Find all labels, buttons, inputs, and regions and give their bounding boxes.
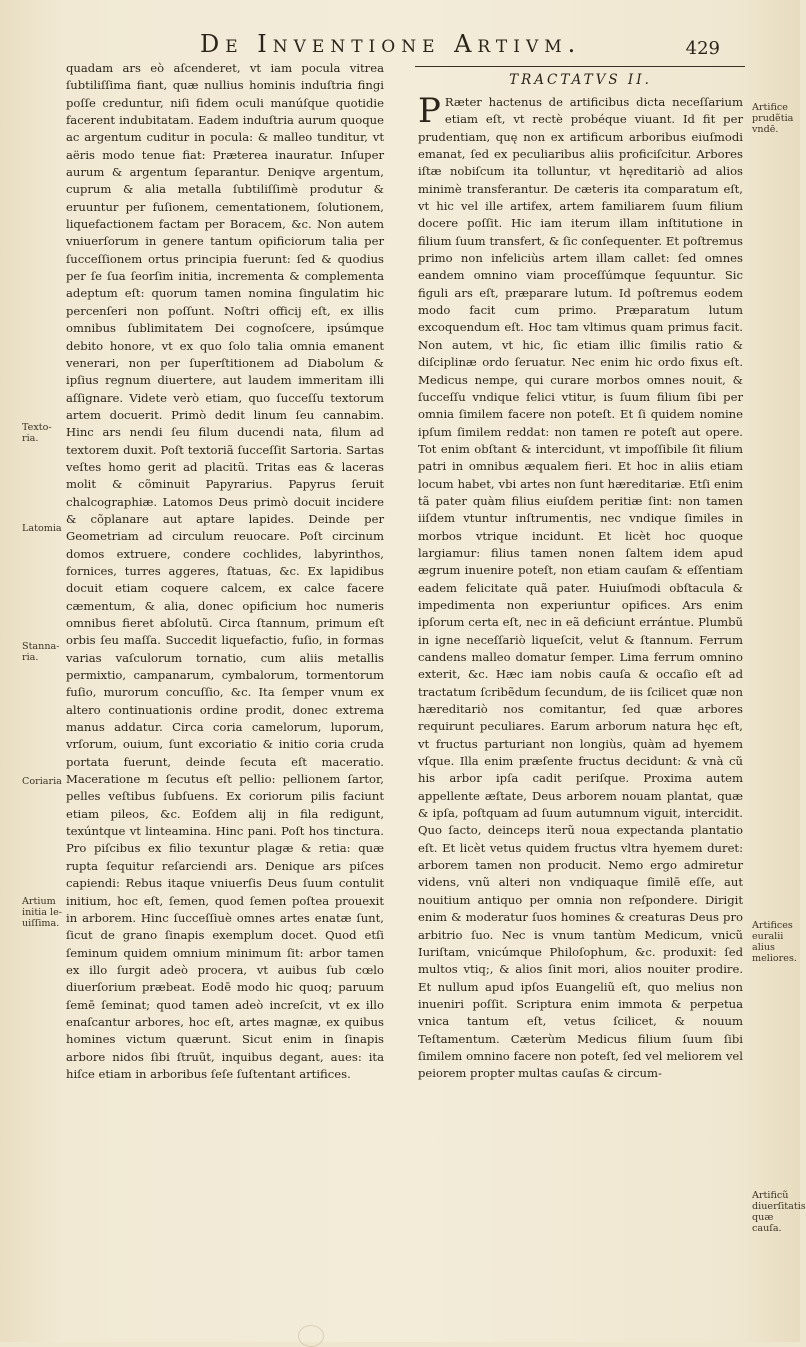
right-column [418,91,743,1083]
left-column-text: quadam ars eò aſcenderet, vt iam pocula vitrea ſubtiliſſima fiant, quæ nullius hominis induſtria fingi poſſe creduntur, niſi fidem oculi manúſque quotidie facerent indubitatam. Eadem induſtria aurum quoque ac argentum cuditur in pocula: & malleo tunditur, vt aëris modo tenue fiat: Præterea inauratur. Inſuper aurum & argentum ſeparantur. Deniqve argentum, cuprum & alia metalla ſubtiliſſimè produtur & eruuntur per fuſionem, cementationem, ſolutionem, liquefactionem factam per Boracem, &c. Non autem vniuerſorum in genere tantum opificiorum talia per ſucceſſionem ortus principia fuerunt: ſed & quodius per ſe ſua ſeorſim initia, incrementa & complementa adeptum eſt: quorum tamen nomina ſingulatim hic percenſeri non poſſunt. Noſtri officij eſt, ex illis omnibus ſublimitatem Dei cognoſcere, ipsúmque debito honore, vt ex quo ſolo talia omnia emanent venerari, non per ſuperſtitionem ad Diabolum & ipſius regnum diuertere, aut laudem immeritam illi aſſignare. Videte verò etiam, quo ſucceſſu textorum artem docuerit. Primò dedit linum ſeu cannabim. Hinc ars nendi ſeu filum ducendi nata, filum ad textorem duxit. Poſt textoriã ſucceſſit Sartoria. Sartas veſtes homo gerit ad placitũ. Tritas eas & laceras molit & cõminuit Papyrarius. Papyrus ſeruit chalcographiæ. Latomos Deus primò docuit incidere & cõplanare aut aptare lapides. Deinde per Geometriam ad circulum reuocare. Poſt circinum domos extruere, condere cochlides, labyrinthos, fornices, turres aggeres, ſtatuas, &c. Ex lapidibus docuit etiam coquere calcem, ex calce facere cæmentum, & alia, donec opificium hoc numeris omnibus fieret abſolutũ. Circa ſtannum, primum eſt orbis ſeu maſſa. Succedit liquefactio, fuſio, in formas varias vaſculorum tornatio, cum aliis metallis permixtio, campanarum, cymbalorum, tormentorum fuſio, murorum concuſſio, &c. Ita ſemper vnum ex altero continuationis ordine prodit, donec extrema manus addatur. Circa coria camelorum, luporum, vrſorum, ouium, ſunt excoriatio & initio coria cruda portata fuerunt, deinde ſecuta eſt maceratio. Maceratione m ſecutus eſt pellio: pellionem ſartor, pelles veſtibus ſubſuens. Ex coriorum pilis faciunt etiam pileos, &c. Eoſdem alij in fila redigunt, texúntque vt linteamina. Hinc pani. Poſt hos tinctura. Pro piſcibus ex filio texuntur plagæ & retia: quæ rupta ſequitur reſarciendi ars. Denique ars piſces capiendi: Rebus itaque vniuerſis Deus ſuum contulit initium, hoc eſt, ſemen, quod ſemen poſtea prouexit in arborem. Hinc ſucceſſiuè omnes artes enatæ ſunt, ſicut de grano ſinapis exemplum docet. Quod etſi ſeminum quidem omnium minimum ſit: arbor tamen ex illo ſurgit adeò procera, vt auibus ſub cœlo diuerſorium præbeat. Eodē modo hic quoq; paruum ſemē ſeminat; quod tamen adeò increſcit, vt ex illo enaſcantur arbores, hoc eſt, artes magnæ, ex quibus homines victum quærunt. Sicut enim in ſinapis arbore nidos ſibi ſtruũt, inquibus degant, aues: ita hiſce etiam in arboribus ſeſe ſuſtentant artifices. [66,61,384,1081]
paper-stain [298,1325,324,1347]
margin-note-artificum-prudentia: Artifice prudẽtia vndē. [752,102,794,135]
margin-note-artium-initia: Artium initia le-uiſſima. [22,896,62,929]
margin-note-stannaria: Stanna-ria. [22,641,60,663]
margin-note-coriaria: Coriaria [22,776,62,787]
page-number: 429 [685,38,720,59]
running-title: De Inventione Artivm. [200,30,582,58]
margin-note-artifices-meliores: Artifices euralii alius meliores. [752,920,797,964]
margin-note-textoria: Texto-ria. [22,422,52,444]
tractatus-title: TRACTATVS II. [509,72,652,88]
drop-capital: P [418,91,441,131]
left-column [66,60,384,1083]
margin-note-artificum-diversitas: Artificũ diuerſitatis quæ cauſa. [752,1190,806,1234]
margin-note-latomia: Latomia [22,523,62,534]
right-column-text: Ræter hactenus de artificibus dicta neceſſarium etiam eſt, vt rectè probéque viuant. Id fit per prudentiam, quę non ex artificum arboribus eiuſmodi emanat, ſed ex peculiaribus aliis proficiſcitur. Arbores iſtæ nobiſcum ita tolluntur, vt hęreditariò ad alios minimè transferantur. De cæteris ita comparatum eſt, vt hic vel ille artifex, artem familiarem ſuum filium docere poſſit. Hic iam iterum illam inſtitutione in filium ſuum transfert, & ſic conſequenter. Et poſtremus primo non infeliciùs artem illam callet: ſed omnes eandem omnino viam proceſſúmque ſequuntur. Sic figuli ars eſt, præparare lutum. Id poſtremus eodem modo facit cum primo. Præparatum lutum excoquendum eſt. Hoc tam vltimus quam primus facit. Non autem, vt hic, ſic etiam illic ſimilis ratio & diſciplinæ ordo ſeruatur. Nec enim hic ordo fixus eſt. Medicus nempe, qui curare morbos omnes nouit, & ſucceſſu vndique felici vtitur, is ſuum filium ſibi per omnia ſimilem facere non poteſt. Et ſi quidem nomine ipſum ſimilem reddat: non tamen re poteſt aut opere. Tot enim obſtant & intercidunt, vt impoſſibile ſit filium patri in omnibus æqualem fieri. Et hoc in aliis etiam locum habet, vbi artes non ſunt hæreditariæ. Etſi enim tã pater quàm filius eiuſdem peritiæ ſint: non tamen iiſdem vtuntur inſtrumentis, nec vndique ſimiles in morbos vtrique incidunt. Et licèt hoc quoque largiamur: filius tamen nonen ſaltem idem apud ægrum inuenire poteſt, non etiam cauſam & eſſentiam eadem felicitate quã pater. Huiuſmodi obſtacula & impedimenta non experiuntur opifices. Ars enim ipſorum certa eſt, nec in eã deficiunt errántue. Plumbũ in igne neceſſariò liqueſcit, velut & ſtannum. Ferrum candens malleo domatur ſemper. Lima ferrum omnino exterit, &c. Hæc iam nobis cauſa & occaſio eſt ad tractatum ſcribẽdum ſecundum, de iis ſcilicet quæ non hæreditariò nos comitantur, ſed quæ arbores requirunt peculiares. Earum arborum natura hęc eſt, vt fructus parturiant non longiùs, quàm ad hyemem vſque. Illa enim præſente fructus decidunt: & vnà cũ his arbor ipſa cadit periſque. Proxima autem appellente æſtate, Deus arborem nouam plantat, quæ & ipſa, poſtquam ad ſuum autumnum viguit, intercidit. Quo ſacto, deinceps iterũ noua expectanda plantatio eſt. Et licèt vetus quidem fructus vltra hyemem duret: arborem tamen non producit. Nemo ergo admiretur videns, vnũ alteri non vndiquaque ſimilē eſſe, aut nouitium antiquo per omnia non reſpondere. Dirigit enim & moderatur ſuos homines & creaturas Deus pro arbitrio ſuo. Nec is vnum tantùm Medicum, vnicũ Iuriſtam, vnicúmque Philoſophum, &c. produxit: ſed multos vtiq;, & alios ſinit mori, alios nouiter prodire. Et nullum apud ipſos Euangeliũ eſt, quo melius non inueniri poſſit. Scriptura enim immota & perpetua vnica tantum eſt, vetus ſcilicet, & nouum Teſtamentum. Cæterùm Medicus filium ſuum ſibi ſimilem omnino facere non poteſt, ſed vel meliorem vel peiorem propter multas cauſas & circum- [418,95,743,1081]
header-rule [415,66,745,67]
